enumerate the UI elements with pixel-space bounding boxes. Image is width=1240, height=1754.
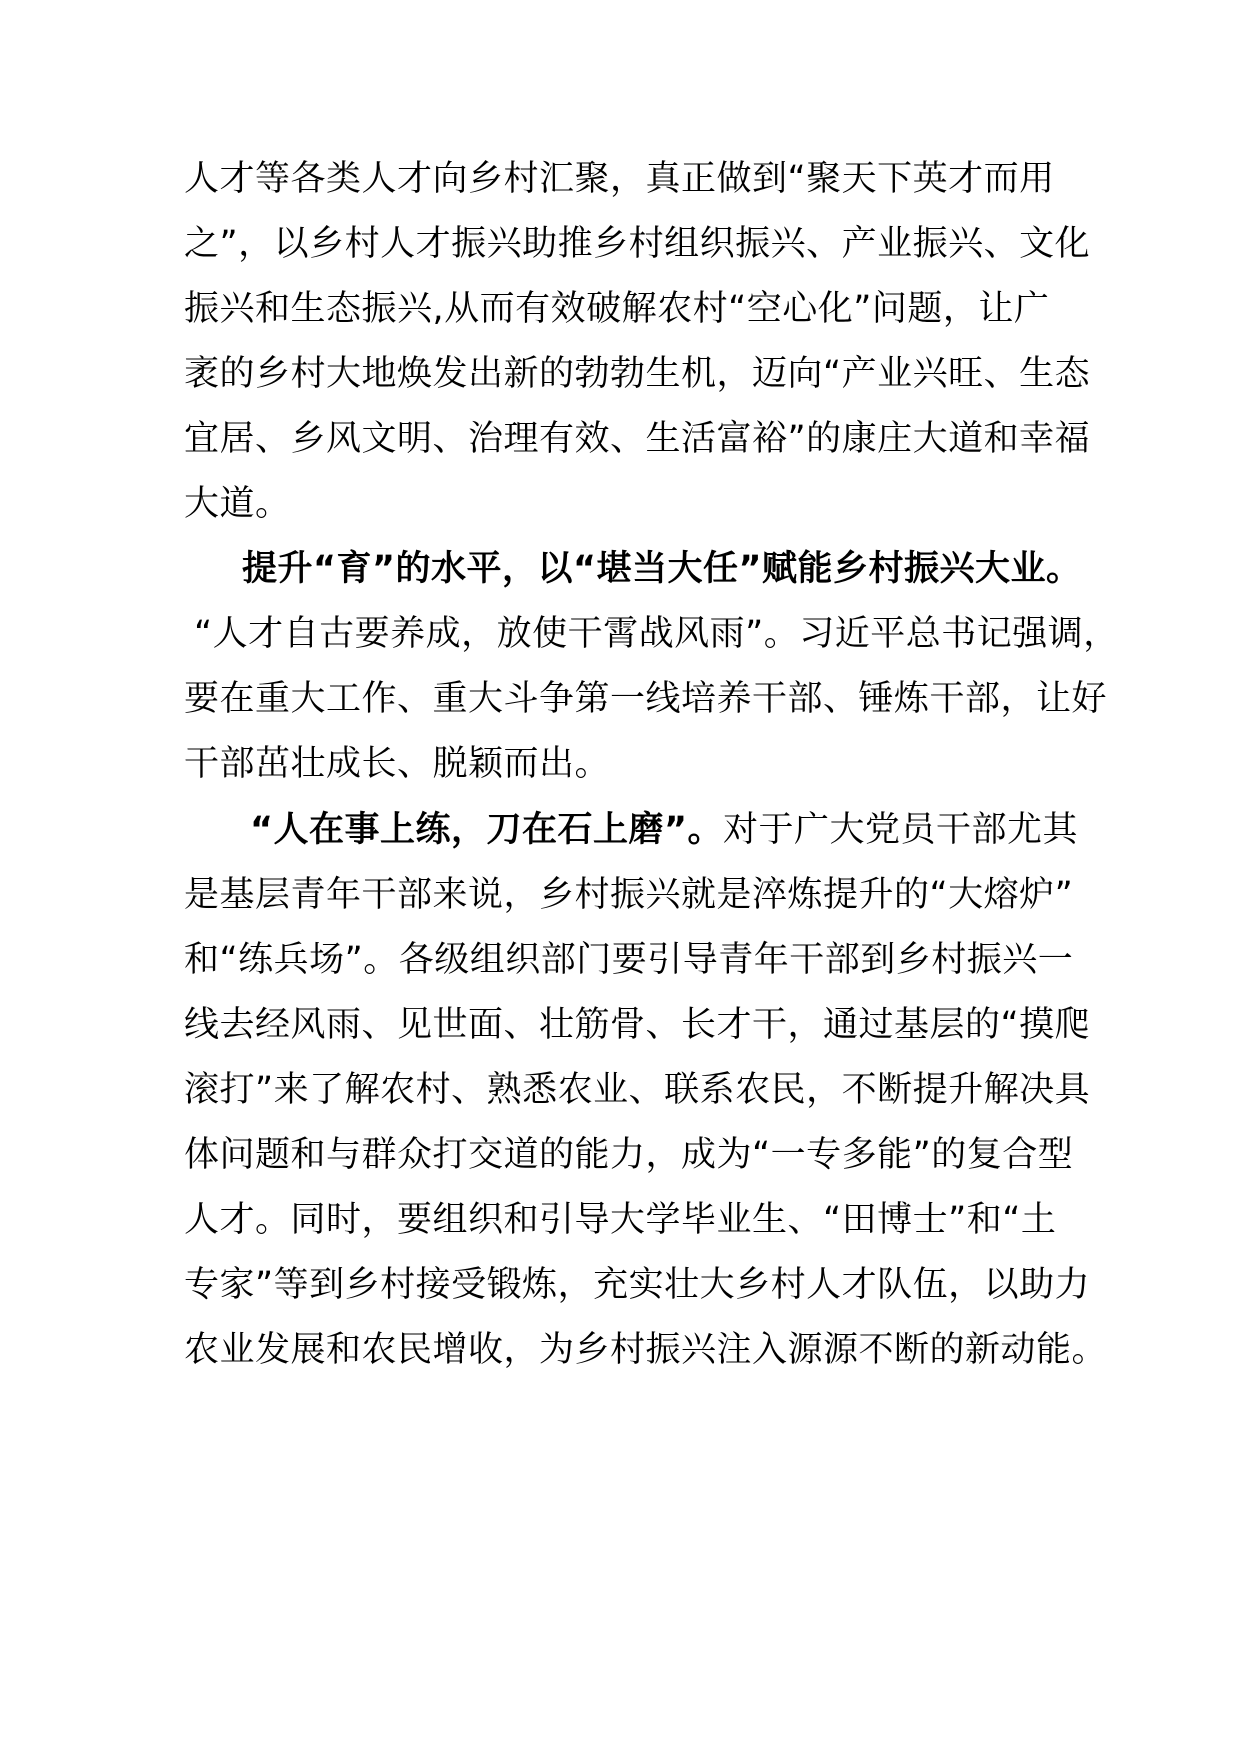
text-line: 干部茁壮成长、脱颖而出。	[184, 744, 611, 784]
section-heading: 提升“育”的水平，以“堪当大任”赋能乡村振兴大业。	[242, 549, 1082, 589]
text-line	[250, 806, 1078, 854]
text-line: 人才等各类人才向乡村汇聚，真正做到“聚天下英才而用	[184, 159, 1055, 199]
text-line: 人才。同时，要组织和引导大学毕业生、“田博士”和“土	[184, 1200, 1057, 1240]
text-line: 和“练兵场”。各级组织部门要引导青年干部到乡村振兴一	[184, 940, 1074, 980]
emphasis-quote: “人在事上练，刀在石上磨”。	[250, 810, 724, 850]
text-line: 农业发展和农民增收，为乡村振兴注入源源不断的新动能。	[184, 1330, 1108, 1370]
text-line: 线去经风雨、见世面、壮筋骨、长才干，通过基层的“摸爬	[184, 1005, 1091, 1045]
text-line: 滚打”来了解农村、熟悉农业、联系农民，不断提升解决具	[184, 1070, 1091, 1110]
text-span: 对于广大党员干部尤其	[723, 810, 1079, 850]
text-line: 振兴和生态振兴,从而有效破解农村“空心化”问题，让广	[184, 289, 1050, 329]
text-line: 大道。	[184, 484, 291, 524]
text-line: 袤的乡村大地焕发出新的勃勃生机，迈向“产业兴旺、生态	[184, 354, 1091, 394]
text-line: 之”，以乡村人才振兴助推乡村组织振兴、产业振兴、文化	[184, 224, 1091, 264]
text-line: 要在重大工作、重大斗争第一线培养干部、锤炼干部，让好	[184, 679, 1108, 719]
text-line: 专家”等到乡村接受锻炼，充实壮大乡村人才队伍，以助力	[184, 1265, 1091, 1305]
text-line: “人才自古要养成，放使干霄战风雨”。习近平总书记强调，	[194, 614, 1119, 654]
text-line: 宜居、乡风文明、治理有效、生活富裕”的康庄大道和幸福	[184, 419, 1091, 459]
text-line: 体问题和与群众打交道的能力，成为“一专多能”的复合型	[184, 1135, 1074, 1175]
text-line: 是基层青年干部来说，乡村振兴就是淬炼提升的“大熔炉”	[184, 875, 1074, 915]
